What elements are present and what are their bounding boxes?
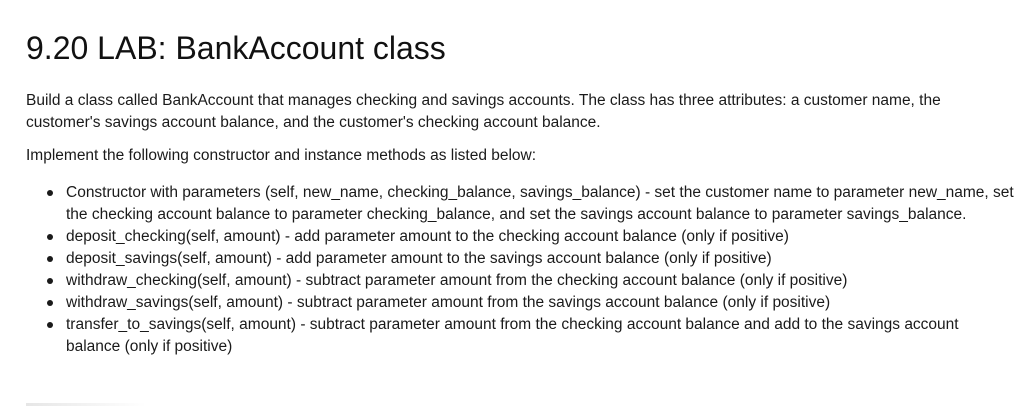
bullet-icon <box>47 278 53 284</box>
implement-paragraph: Implement the following constructor and instance methods as listed below: <box>26 147 537 164</box>
bullet-icon <box>47 256 53 262</box>
list-item-withdraw-checking <box>26 270 1016 292</box>
bullet-icon <box>47 234 53 240</box>
page-title: 9.20 LAB: BankAccount class <box>26 30 446 66</box>
list-item-transfer-to-savings <box>26 314 1016 358</box>
bullet-icon <box>47 322 53 328</box>
list-item-text: withdraw_checking(self, amount) - subtract parameter amount from the checking account balance (only if positive) <box>66 272 848 289</box>
list-item-deposit-savings <box>26 248 1016 270</box>
list-item-withdraw-savings <box>26 292 1016 314</box>
list-item-text: withdraw_savings(self, amount) - subtract parameter amount from the savings account balance (only if positive) <box>66 294 831 311</box>
intro-paragraph: Build a class called BankAccount that manages checking and savings accounts. The class has three attributes: a customer name, the customer's savings account balance, and the customer's checking account balance. <box>26 92 941 131</box>
lab-content <box>26 0 1016 358</box>
list-item-constructor <box>26 182 1016 226</box>
bullet-icon <box>47 190 53 196</box>
list-item-text: deposit_savings(self, amount) - add parameter amount to the savings account balance (only if positive) <box>66 250 772 267</box>
list-item-text: Constructor with parameters (self, new_name, checking_balance, savings_balance) - set the customer name to parameter new_name, set the checking account balance to parameter checking_balance, and set the savings account balance to parameter savings_balance. <box>66 184 1014 223</box>
list-item-text: deposit_checking(self, amount) - add parameter amount to the checking account balance (only if positive) <box>66 228 789 245</box>
bullet-icon <box>47 300 53 306</box>
method-list <box>26 182 1016 358</box>
list-item-text: transfer_to_savings(self, amount) - subtract parameter amount from the checking account balance and add to the savings account balance (only if positive) <box>66 316 959 355</box>
list-item-deposit-checking <box>26 226 1016 248</box>
